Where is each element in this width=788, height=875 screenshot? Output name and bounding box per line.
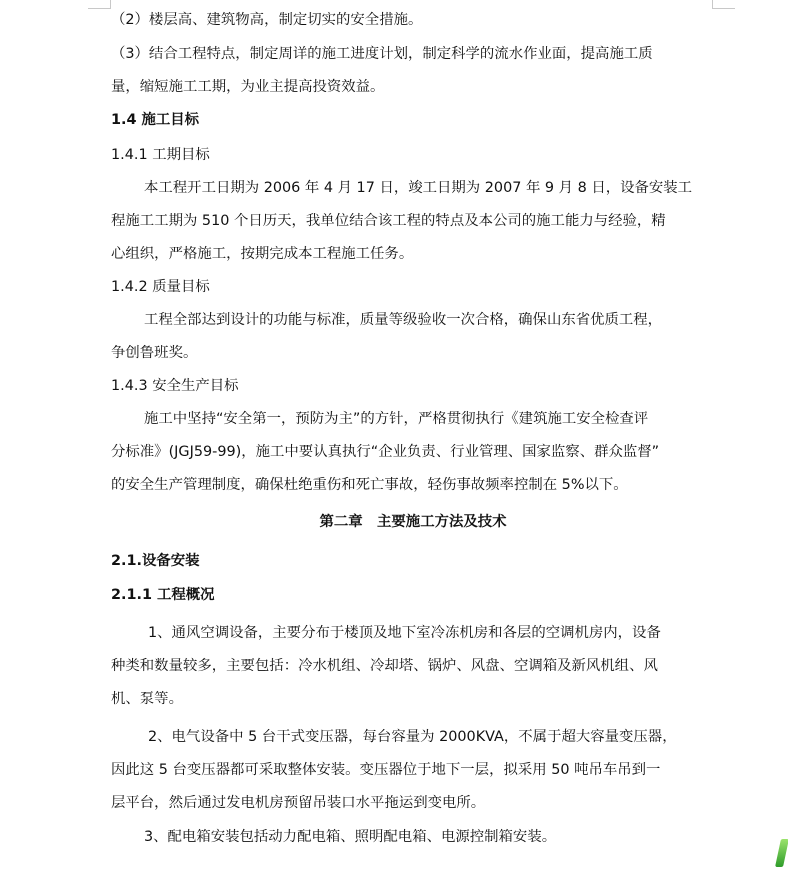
page-corner-marker-right xyxy=(712,0,735,9)
page-corner-marker-left xyxy=(88,0,111,9)
overview-item-2-line-3: 层平台，然后通过发电机房预留吊装口水平拖运到变电所。 xyxy=(111,795,486,811)
section-heading-2-1: 2.1.设备安装 xyxy=(111,553,200,569)
safety-paragraph-line-3: 的安全生产管理制度，确保杜绝重伤和死亡事故，轻伤事故频率控制在 5%以下。 xyxy=(111,477,628,493)
section-heading-2-1-1: 2.1.1 工程概况 xyxy=(111,587,215,603)
schedule-paragraph-line-1: 本工程开工日期为 2006 年 4 月 17 日，竣工日期为 2007 年 9 月 8 日，设备安装工 xyxy=(144,180,693,196)
overview-item-3-line-1: 3、配电箱安装包括动力配电箱、照明配电箱、电源控制箱安装。 xyxy=(144,829,557,845)
overview-item-1-line-1: 1、通风空调设备，主要分布于楼顶及地下室冷冻机房和各层的空调机房内，设备 xyxy=(148,625,661,641)
quality-paragraph-line-2: 争创鲁班奖。 xyxy=(111,345,198,361)
section-heading-1-4: 1.4 施工目标 xyxy=(111,112,200,128)
section-heading-1-4-1: 1.4.1 工期目标 xyxy=(111,147,210,163)
safety-paragraph-line-1: 施工中坚持“安全第一，预防为主”的方针，严格贯彻执行《建筑施工安全检查评 xyxy=(144,411,649,427)
overview-item-1-line-3: 机、泵等。 xyxy=(111,691,183,707)
chapter-2-title: 第二章 主要施工方法及技术 xyxy=(319,514,507,530)
schedule-paragraph-line-3: 心组织，严格施工，按期完成本工程施工任务。 xyxy=(111,246,414,262)
list-item-2: （2）楼层高、建筑物高，制定切实的安全措施。 xyxy=(111,12,423,28)
overview-item-2-line-2: 因此这 5 台变压器都可采取整体安装。变压器位于地下一层，拟采用 50 吨吊车吊到一 xyxy=(111,762,661,778)
schedule-paragraph-line-2: 程施工工期为 510 个日历天，我单位结合该工程的特点及本公司的施工能力与经验，精 xyxy=(111,213,666,229)
quality-paragraph-line-1: 工程全部达到设计的功能与标准，质量等级验收一次合格，确保山东省优质工程， xyxy=(144,312,663,328)
list-item-3-line-1: （3）结合工程特点，制定周详的施工进度计划，制定科学的流水作业面，提高施工质 xyxy=(111,46,653,62)
overview-item-1-line-2: 种类和数量较多，主要包括：冷水机组、冷却塔、锅炉、风盘、空调箱及新风机组、风 xyxy=(111,658,658,674)
corner-accent-mark xyxy=(775,839,788,867)
safety-paragraph-line-2: 分标准》(JGJ59-99)，施工中要认真执行“企业负责、行业管理、国家监察、群众监督” xyxy=(111,444,660,460)
overview-item-2-line-1: 2、电气设备中 5 台干式变压器，每台容量为 2000KVA，不属于超大容量变压器， xyxy=(148,729,677,745)
section-heading-1-4-2: 1.4.2 质量目标 xyxy=(111,279,210,295)
section-heading-1-4-3: 1.4.3 安全生产目标 xyxy=(111,378,239,394)
list-item-3-line-2: 量，缩短施工工期，为业主提高投资效益。 xyxy=(111,79,385,95)
